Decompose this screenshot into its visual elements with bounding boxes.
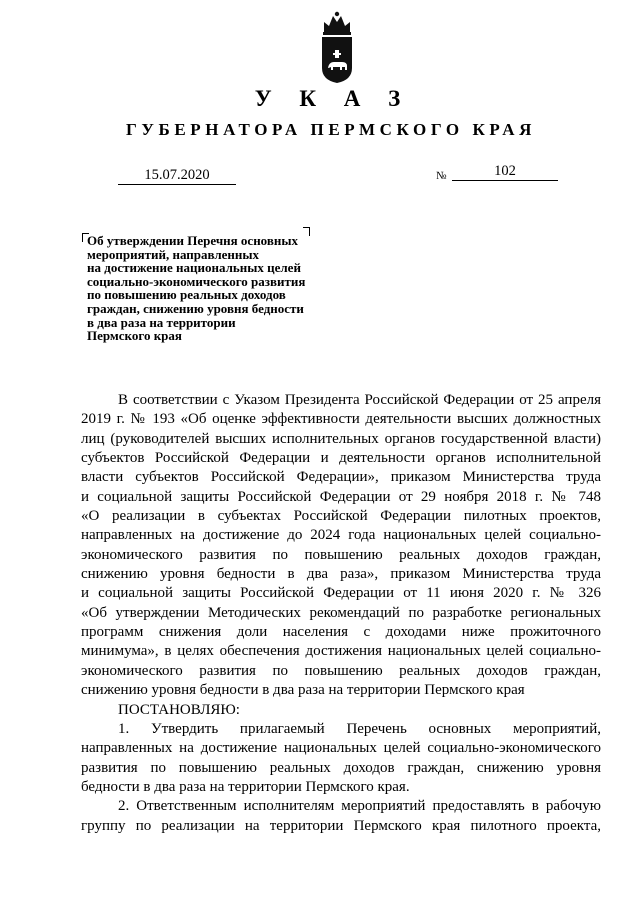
heading-line: по повышению реальных доходов: [87, 287, 286, 303]
item2-line: 2. Ответственным исполнителям мероприятий предоставлять в рабочую: [118, 798, 601, 815]
body-line: направленных на достижение до 2024 года национальных целей социально-: [81, 527, 601, 544]
body-line: субъектов Российской Федерации и деятельности органов исполнительной: [81, 450, 601, 467]
heading-line: Пермского края: [87, 328, 182, 344]
heading-line: на достижение национальных целей: [87, 260, 301, 276]
document-number: 102: [452, 162, 558, 181]
perm-krai-coat-of-arms-icon: [318, 10, 356, 84]
resolve-word: ПОСТАНОВЛЯЮ:: [118, 701, 240, 718]
heading-line: мероприятий, направленных: [87, 246, 260, 262]
body-line: В соответствии с Указом Президента Российской Федерации от 25 апреля: [118, 392, 601, 408]
heading-line: граждан, снижению уровня бедности: [87, 300, 304, 316]
body-line: «О реализации в субъектах Российской Федерации пилотных проектов,: [81, 508, 601, 525]
document-subtitle: ГУБЕРНАТОРА ПЕРМСКОГО КРАЯ: [126, 120, 536, 139]
body-line: «Об утверждении Методических рекомендаций по разработке региональных: [81, 604, 601, 621]
item1-line: 1. Утвердить прилагаемый Перечень основных мероприятий,: [118, 720, 601, 737]
number-mark: №: [436, 170, 447, 182]
body-line: снижению уровня бедности в два раза», приказом Министерства труда: [81, 566, 601, 583]
body-line: экономического развития по повышению реальных доходов граждан,: [81, 546, 601, 563]
item1-line: развития по повышению реальных доходов граждан, снижению уровня: [81, 759, 601, 776]
body-line: власти субъектов Российской Федерации», приказом Министерства труда: [81, 469, 601, 486]
item1-line: направленных на достижение национальных целей социально-экономического: [81, 740, 601, 757]
document-body: [81, 391, 601, 836]
body-line: и социальной защиты Российской Федерации от 29 ноября 2018 г. № 748: [81, 488, 601, 505]
body-line: и социальной защиты Российской Федерации от 11 июня 2020 г. № 326: [81, 585, 601, 602]
body-line: лиц (руководителей высших исполнительных органов государственной власти): [81, 430, 601, 447]
body-line: минимума», в целях обеспечения достижения национальных целей социально-: [81, 643, 601, 660]
body-line: экономического развития по повышению реальных доходов граждан,: [81, 662, 601, 679]
heading-line: социально-экономического развития: [87, 273, 306, 289]
heading-line: Об утверждении Перечня основных: [87, 233, 299, 248]
item1-line: бедности в два раза на территории Пермского края.: [81, 778, 410, 795]
body-line: 2019 г. № 193 «Об оценке эффективности деятельности высших должностных: [81, 411, 601, 428]
document-heading: [87, 234, 387, 343]
heading-line: в два раза на территории: [87, 314, 236, 330]
body-line: программ снижения доли населения с доходами ниже прожиточного: [81, 624, 601, 641]
document-title: У К А З: [254, 86, 412, 111]
document-date: 15.07.2020: [118, 166, 236, 185]
body-line: снижению уровня бедности в два раза на территории Пермского края: [81, 682, 525, 699]
item2-line: группу по реализации на территории Пермского края пилотного проекта,: [81, 817, 601, 834]
